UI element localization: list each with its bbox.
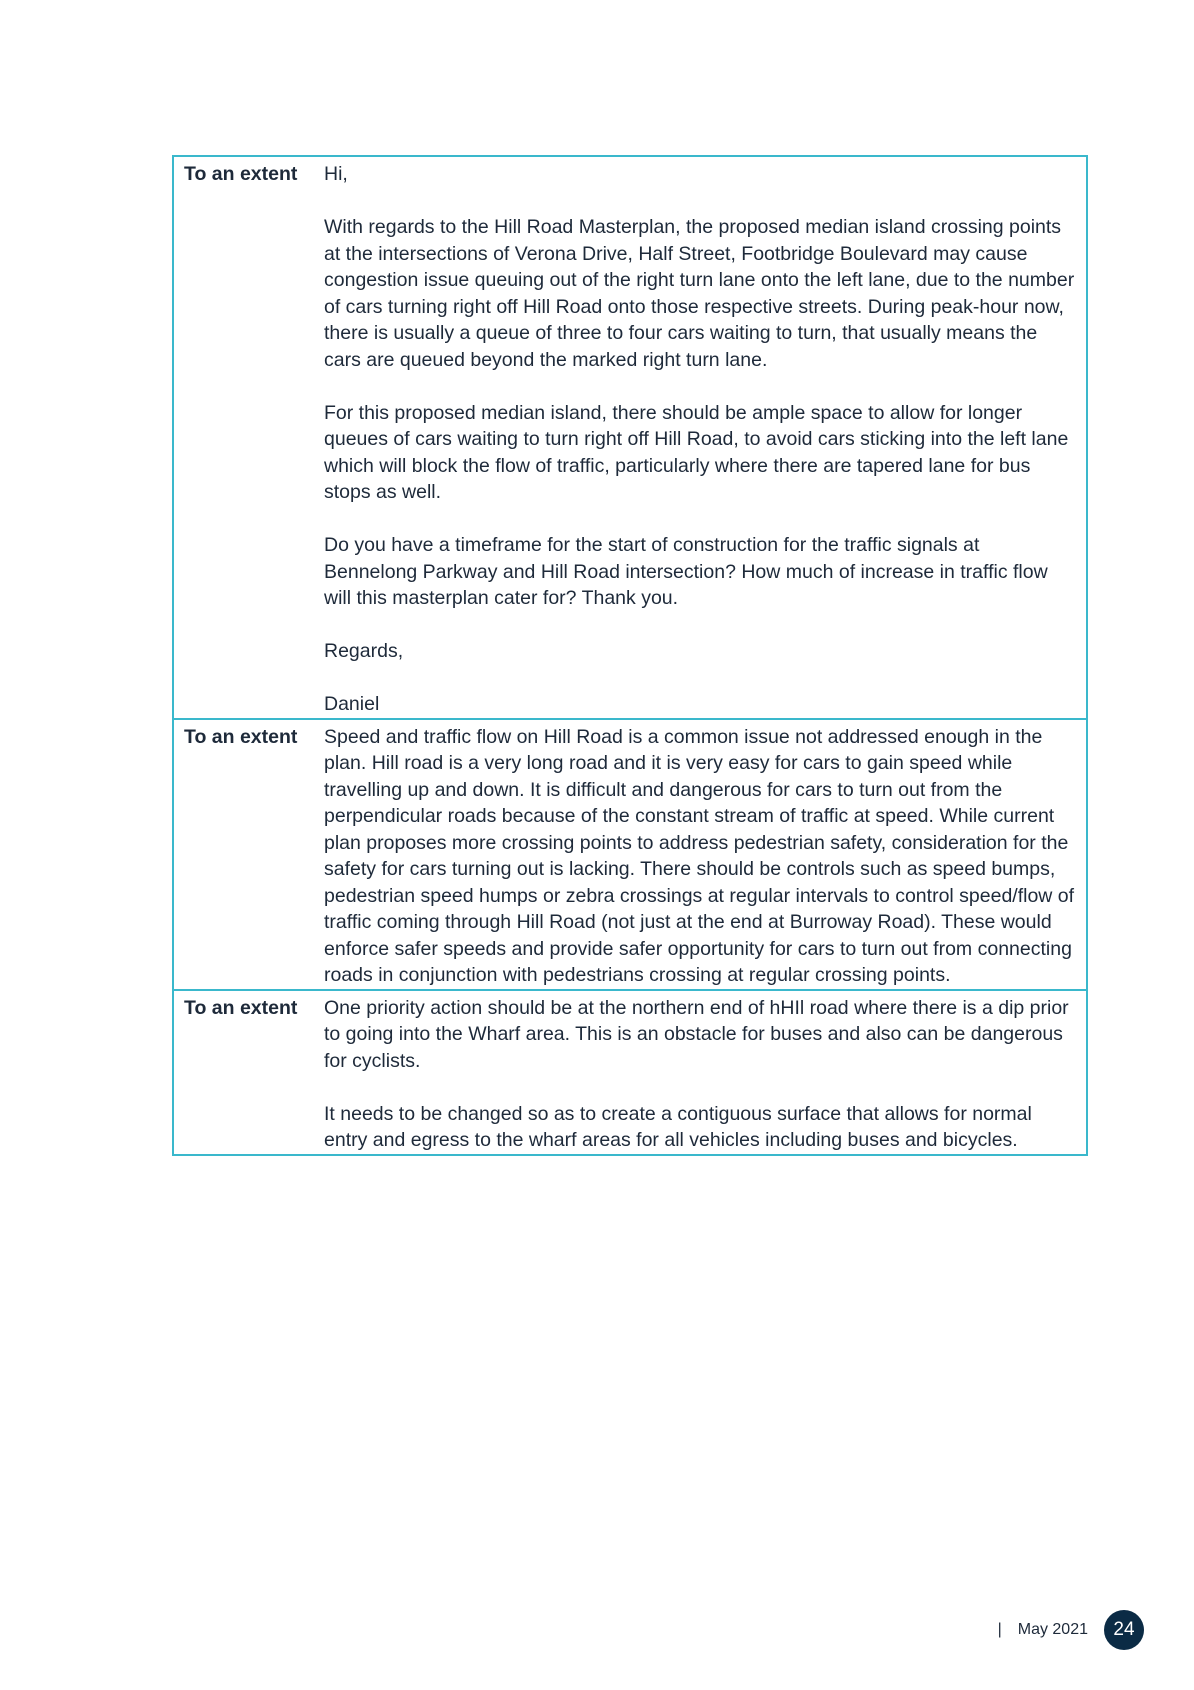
answer-cell: To an extent (173, 719, 322, 990)
comment-cell (322, 156, 1087, 719)
comment-paragraph: Regards, (324, 640, 404, 662)
table-row (173, 156, 1087, 719)
comment-cell (322, 990, 1087, 1155)
comment-paragraph: Daniel (324, 693, 380, 715)
answer-cell: To an extent (173, 990, 322, 1155)
table-row (173, 719, 1087, 990)
footer-date: May 2021 (1017, 1621, 1088, 1638)
table-row (173, 990, 1087, 1155)
comment-paragraph: It needs to be changed so as to create a contiguous surface that allows for normal entry and egress to the wharf areas for all vehicles including buses and bicycles. (324, 1102, 1032, 1151)
footer-divider: | (997, 1621, 1002, 1638)
answer-cell: To an extent (173, 156, 322, 719)
page-number-badge: 24 (1104, 1610, 1144, 1650)
comment-cell (322, 719, 1087, 990)
comment-paragraph: With regards to the Hill Road Masterplan, the proposed median island crossing points at the intersections of Verona Drive, Half Street, Footbridge Boulevard may cause congestion issue queuing out of the right turn lane onto the left lane, due to the number of cars turning right off Hill Road onto those respective streets. During peak-hour now, there is usually a queue of three to four cars waiting to turn, that usually means the cars are queued beyond the marked right turn lane. (324, 216, 1075, 371)
responses-table (172, 155, 1088, 1156)
comment-paragraph: Do you have a timeframe for the start of construction for the traffic signals at Bennelong Parkway and Hill Road intersection? How much of increase in traffic flow will this masterplan cater for? Thank you. (324, 534, 1048, 609)
comment-paragraph: For this proposed median island, there should be ample space to allow for longer queues of cars waiting to turn right off Hill Road, to avoid cars sticking into the left lane which will block the flow of traffic, particularly where there are tapered lane for bus stops as well. (324, 401, 1069, 503)
page-footer (998, 1610, 1144, 1650)
comment-paragraph: One priority action should be at the northern end of hHIl road where there is a dip prior to going into the Wharf area. This is an obstacle for buses and also can be dangerous for cyclists. (324, 996, 1069, 1072)
comment-paragraph: Hi, (324, 163, 348, 185)
comment-paragraph: Speed and traffic flow on Hill Road is a common issue not addressed enough in the plan. Hill road is a very long road and it is very easy for cars to gain speed while travelling up and down. It is difficult and dangerous for cars to turn out from the perpendicular roads because of the constant stream of traffic at speed. While current plan proposes more crossing points to address pedestrian safety, consideration for the safety for cars turning out is lacking. There should be controls such as speed bumps, pedestrian speed humps or zebra crossings at regular intervals to control speed/flow of traffic coming through Hill Road (not just at the end at Burroway Road). These would enforce safer speeds and provide safer opportunity for cars to turn out from connecting roads in conjunction with pedestrians crossing at regular crossing points. (324, 725, 1075, 986)
